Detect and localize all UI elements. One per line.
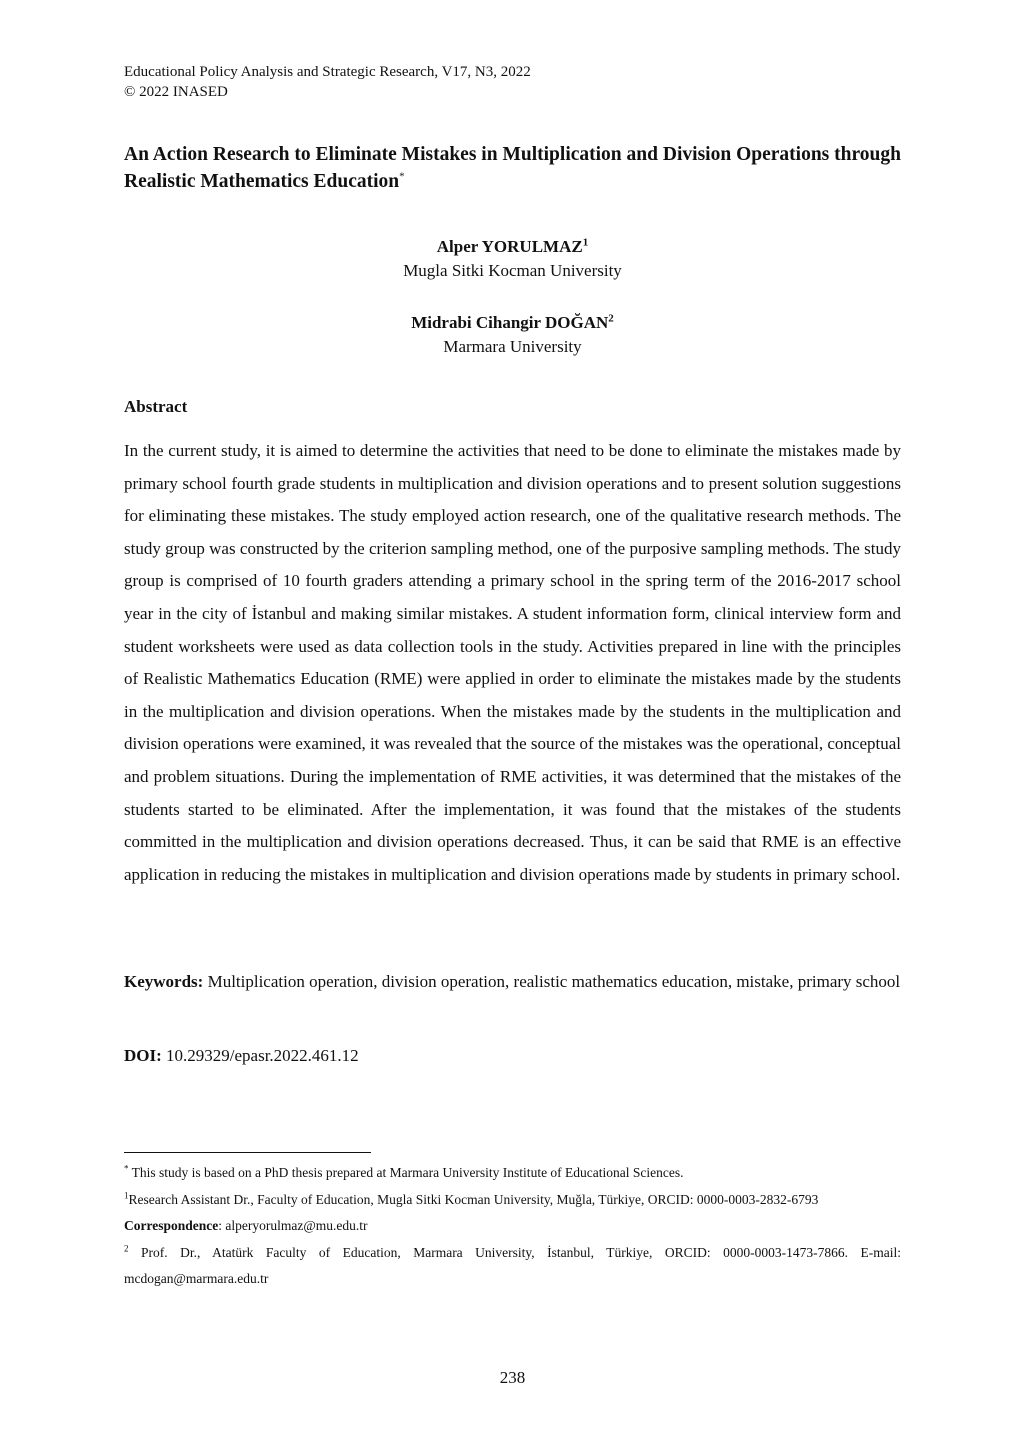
keywords-paragraph (124, 966, 901, 999)
author-2-mark: 2 (608, 312, 614, 325)
author-block-2 (124, 311, 901, 359)
doi-line (124, 1044, 359, 1068)
author-name-1 (124, 235, 901, 259)
footnote-star (124, 1160, 901, 1187)
footnote-separator (124, 1152, 371, 1153)
doi-value: 10.29329/epasr.2022.461.12 (166, 1046, 359, 1065)
paper-title-text: An Action Research to Eliminate Mistakes in Multiplication and Division Operations through Realistic Mathematics Education (124, 144, 901, 192)
correspondence-line (124, 1213, 901, 1240)
footnote-2-text: Prof. Dr., Atatürk Faculty of Education, Marmara University, İstanbul, Türkiye, ORCID: 0000-0003-1473-7866. E-mail: mcdogan@marmara.edu.tr (124, 1244, 901, 1286)
footnote-1-mark: 1 (124, 1190, 129, 1200)
paper-page (124, 0, 901, 1449)
footnote-1 (124, 1187, 901, 1214)
author-2-affiliation: Marmara University (443, 337, 582, 356)
abstract-body: In the current study, it is aimed to determine the activities that need to be done to eliminate the mistakes made by primary school fourth grade students in multiplication and division operations and to present solution suggestions for eliminating these mistakes. The study employed action research, one of the qualitative research methods. The study group was constructed by the criterion sampling method, one of the purposive sampling methods. The study group is comprised of 10 fourth graders attending a primary school in the spring term of the 2016-2017 school year in the city of İstanbul and making similar mistakes. A student information form, clinical interview form and student worksheets were used as data collection tools in the study. Activities prepared in line with the principles of Realistic Mathematics Education (RME) were applied in order to eliminate the mistakes made by the students in the multiplication and division operations. When the mistakes made by the students in the multiplication and division operations were examined, it was revealed that the source of the mistakes was the operational, conceptual and problem situations. During the implementation of RME activities, it was determined that the mistakes of the students started to be eliminated. After the implementation, it was found that the mistakes of the students committed in the multiplication and division operations decreased. Thus, it can be said that RME is an effective application in reducing the mistakes in multiplication and division operations made by students in primary school. (124, 441, 902, 884)
keywords-text: Multiplication operation, division operation, realistic mathematics education, mistake, primary school (207, 972, 901, 991)
abstract-heading: Abstract (124, 397, 188, 416)
footnote-2-mark: 2 (124, 1243, 129, 1253)
doi-label: DOI: (124, 1046, 162, 1065)
footnote-2 (124, 1240, 901, 1293)
footnote-1-text: Research Assistant Dr., Faculty of Education, Mugla Sitki Kocman University, Muğla, Türkiye, ORCID: 0000-0003-2832-6793 (128, 1191, 819, 1207)
correspondence-label: Correspondence (124, 1218, 219, 1233)
footnote-star-mark: * (124, 1163, 129, 1174)
keywords-label: Keywords: (124, 972, 204, 991)
page-number: 238 (499, 1368, 526, 1387)
author-1-name: Alper YORULMAZ (436, 237, 583, 256)
author-2-name: Midrabi Cihangir DOĞAN (411, 313, 609, 332)
correspondence-email: : alperyorulmaz@mu.edu.tr (218, 1218, 368, 1233)
copyright-notice: © 2022 INASED (124, 84, 228, 100)
footnotes (124, 1160, 901, 1293)
journal-citation: Educational Policy Analysis and Strategic Research, V17, N3, 2022 (124, 64, 531, 80)
author-1-mark: 1 (582, 236, 589, 249)
footnote-star-text: This study is based on a PhD thesis prepared at Marmara University Institute of Educational Sciences. (131, 1165, 684, 1180)
title-footnote-mark: * (399, 170, 405, 183)
paper-title (124, 141, 901, 195)
author-block-1 (124, 235, 901, 283)
author-1-affiliation: Mugla Sitki Kocman University (403, 261, 622, 280)
author-name-2 (124, 311, 901, 335)
running-header (124, 62, 531, 102)
